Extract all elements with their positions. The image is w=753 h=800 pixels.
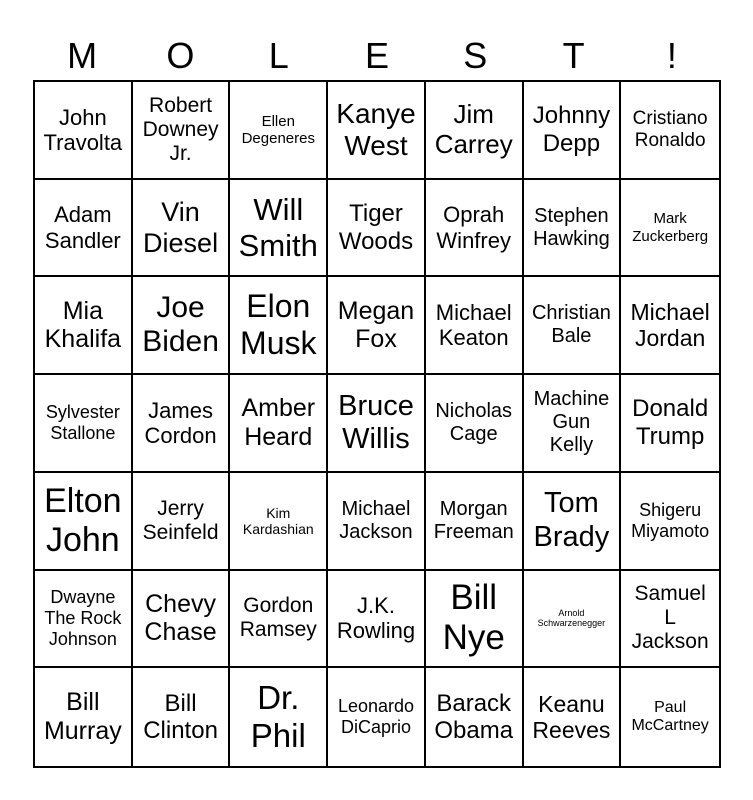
bingo-cell[interactable] bbox=[35, 668, 133, 766]
bingo-cell[interactable] bbox=[328, 82, 426, 180]
bingo-cell-name: Sylvester Stallone bbox=[45, 402, 120, 443]
bingo-cell[interactable] bbox=[328, 473, 426, 571]
bingo-header bbox=[33, 32, 721, 80]
bingo-cell-name: Leonardo DiCaprio bbox=[337, 696, 415, 738]
bingo-cell[interactable] bbox=[133, 668, 231, 766]
bingo-cell[interactable] bbox=[133, 571, 231, 669]
bingo-cell-name: Cristiano Ronaldo bbox=[632, 108, 708, 151]
bingo-cell[interactable] bbox=[426, 375, 524, 473]
header-letter: S bbox=[463, 35, 488, 76]
bingo-cell-name: Oprah Winfrey bbox=[436, 202, 511, 253]
bingo-cell[interactable] bbox=[426, 668, 524, 766]
header-letter: O bbox=[166, 35, 195, 76]
bingo-cell-name: Michael Keaton bbox=[435, 299, 512, 351]
bingo-cell[interactable] bbox=[524, 473, 622, 571]
bingo-cell-name: Bruce Willis bbox=[338, 389, 414, 455]
bingo-cell-name: Keanu Reeves bbox=[532, 690, 611, 744]
bingo-cell[interactable] bbox=[35, 473, 133, 571]
bingo-cell-name: Jim Carrey bbox=[434, 98, 513, 159]
bingo-cell-name: Dr. Phil bbox=[250, 679, 306, 755]
bingo-cell-name: Barack Obama bbox=[434, 689, 514, 745]
bingo-cell-name: Mark Zuckerberg bbox=[632, 210, 709, 245]
bingo-cell[interactable] bbox=[35, 82, 133, 180]
bingo-cell[interactable] bbox=[426, 180, 524, 278]
bingo-cell-name: Megan Fox bbox=[337, 296, 415, 354]
bingo-cell[interactable] bbox=[621, 180, 719, 278]
bingo-cell[interactable] bbox=[35, 571, 133, 669]
header-letter: ! bbox=[666, 35, 677, 76]
bingo-cell[interactable] bbox=[621, 668, 719, 766]
bingo-cell-name: James Cordon bbox=[144, 397, 217, 448]
bingo-cell[interactable] bbox=[35, 180, 133, 278]
bingo-cell-name: Ellen Degeneres bbox=[241, 112, 315, 147]
bingo-cell-name: Tom Brady bbox=[533, 487, 610, 553]
bingo-cell-name: Elon Musk bbox=[240, 288, 317, 362]
bingo-cell[interactable] bbox=[328, 180, 426, 278]
bingo-cell-name: Kim Kardashian bbox=[242, 504, 314, 537]
bingo-cell[interactable] bbox=[230, 668, 328, 766]
bingo-cell-name: Mia Khalifa bbox=[44, 296, 122, 354]
bingo-cell-name: Amber Heard bbox=[241, 394, 316, 451]
bingo-cell-name: Will Smith bbox=[238, 191, 318, 263]
bingo-cell[interactable] bbox=[230, 375, 328, 473]
header-letter: E bbox=[364, 35, 389, 76]
bingo-cell-name: Robert Downey Jr. bbox=[142, 93, 219, 165]
bingo-cell[interactable] bbox=[426, 82, 524, 180]
bingo-board bbox=[33, 80, 721, 768]
header-letter: T bbox=[562, 35, 585, 76]
bingo-cell-name: Johnny Depp bbox=[532, 102, 611, 157]
bingo-cell-name: Morgan Freeman bbox=[433, 497, 514, 543]
bingo-cell[interactable] bbox=[621, 375, 719, 473]
bingo-cell-name: Donald Trump bbox=[632, 395, 709, 450]
bingo-cell[interactable] bbox=[133, 180, 231, 278]
bingo-cell-name: J.K. Rowling bbox=[336, 593, 416, 644]
bingo-cell[interactable] bbox=[133, 473, 231, 571]
bingo-cell[interactable] bbox=[621, 571, 719, 669]
bingo-cell-name: Arnold Schwarzenegger bbox=[537, 608, 606, 629]
bingo-cell-name: Joe Biden bbox=[142, 290, 219, 359]
header-letter: L bbox=[268, 35, 289, 76]
bingo-cell[interactable] bbox=[621, 82, 719, 180]
bingo-cell[interactable] bbox=[35, 277, 133, 375]
bingo-cell-name: Jerry Seinfeld bbox=[142, 496, 219, 544]
bingo-cell-name: Christian Bale bbox=[531, 302, 611, 348]
bingo-cell-name: Michael Jackson bbox=[339, 497, 413, 543]
bingo-cell[interactable] bbox=[524, 375, 622, 473]
bingo-cell-name: Shigeru Miyamoto bbox=[631, 500, 710, 541]
bingo-cell[interactable] bbox=[426, 277, 524, 375]
bingo-cell[interactable] bbox=[230, 180, 328, 278]
bingo-cell[interactable] bbox=[35, 375, 133, 473]
bingo-cell[interactable] bbox=[426, 473, 524, 571]
bingo-cell[interactable] bbox=[524, 180, 622, 278]
bingo-cell[interactable] bbox=[328, 375, 426, 473]
bingo-cell-name: Nicholas Cage bbox=[435, 399, 513, 445]
bingo-cell[interactable] bbox=[328, 668, 426, 766]
bingo-cell-name: Chevy Chase bbox=[144, 589, 217, 647]
bingo-cell-name: Vin Diesel bbox=[143, 196, 219, 258]
bingo-cell[interactable] bbox=[621, 277, 719, 375]
bingo-cell[interactable] bbox=[230, 571, 328, 669]
bingo-cell-name: Bill Nye bbox=[442, 578, 505, 658]
bingo-cell[interactable] bbox=[230, 473, 328, 571]
bingo-cell-name: Michael Jordan bbox=[630, 298, 710, 352]
bingo-cell-name: John Travolta bbox=[43, 104, 123, 155]
bingo-cell[interactable] bbox=[133, 277, 231, 375]
bingo-cell-name: Paul McCartney bbox=[631, 698, 709, 735]
bingo-cell-name: Kanye West bbox=[336, 97, 416, 161]
header-letter: M bbox=[67, 35, 98, 76]
bingo-cell[interactable] bbox=[524, 277, 622, 375]
bingo-cell[interactable] bbox=[621, 473, 719, 571]
bingo-cell[interactable] bbox=[328, 277, 426, 375]
bingo-cell-name: Machine Gun Kelly bbox=[533, 388, 610, 457]
bingo-cell[interactable] bbox=[328, 571, 426, 669]
bingo-cell-name: Bill Murray bbox=[43, 688, 122, 746]
bingo-cell-name: Samuel L Jackson bbox=[631, 582, 709, 654]
bingo-cell-name: Stephen Hawking bbox=[533, 204, 610, 250]
bingo-cell[interactable] bbox=[524, 82, 622, 180]
bingo-cell[interactable] bbox=[524, 571, 622, 669]
bingo-cell-name: Tiger Woods bbox=[338, 199, 414, 255]
bingo-cell-name: Bill Clinton bbox=[143, 689, 218, 745]
bingo-cell[interactable] bbox=[524, 668, 622, 766]
bingo-cell-name: Dwayne The Rock Johnson bbox=[44, 587, 122, 649]
bingo-cell[interactable] bbox=[230, 82, 328, 180]
bingo-cell[interactable] bbox=[426, 571, 524, 669]
bingo-cell[interactable] bbox=[133, 375, 231, 473]
bingo-cell-name: Adam Sandler bbox=[44, 202, 121, 253]
bingo-cell[interactable] bbox=[133, 82, 231, 180]
bingo-cell[interactable] bbox=[230, 277, 328, 375]
bingo-cell-name: Gordon Ramsey bbox=[239, 594, 317, 642]
bingo-cell-name: Elton John bbox=[44, 481, 122, 559]
